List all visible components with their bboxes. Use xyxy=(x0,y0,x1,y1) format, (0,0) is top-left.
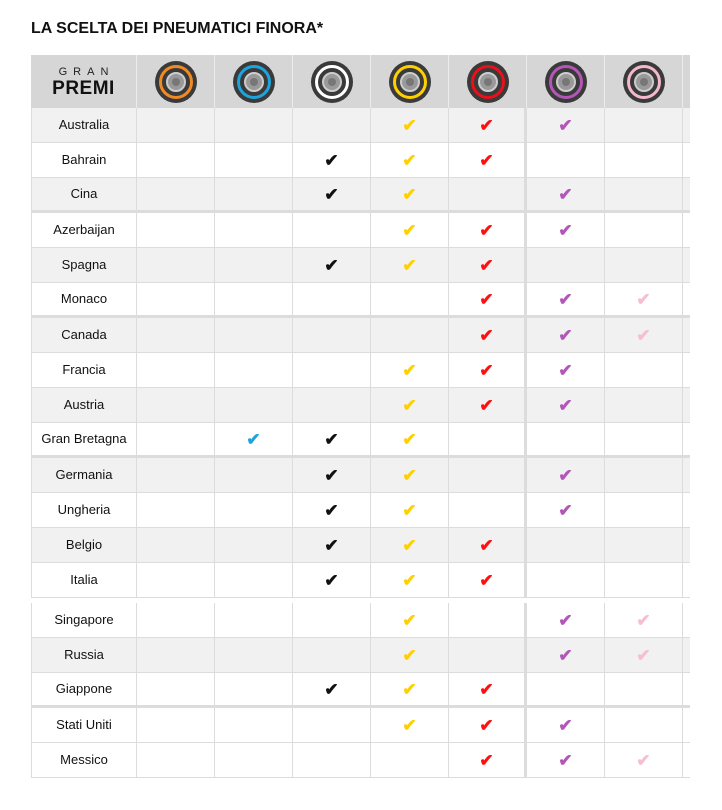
compound-cell xyxy=(527,108,605,142)
compound-cell xyxy=(527,708,605,742)
check-icon: ✔ xyxy=(558,610,573,630)
compound-cell xyxy=(371,528,449,562)
compound-cell xyxy=(215,563,293,597)
header-tyre-white xyxy=(293,55,371,108)
compound-cell xyxy=(605,493,683,527)
compound-cell xyxy=(527,353,605,387)
compound-cell xyxy=(605,458,683,492)
compound-cell xyxy=(527,283,605,315)
compound-cell xyxy=(371,493,449,527)
compound-cell xyxy=(215,743,293,777)
grand-prix-name: Gran Bretagna xyxy=(31,423,137,455)
compound-cell xyxy=(449,493,527,527)
table-row xyxy=(31,743,690,778)
tyre-icon xyxy=(467,61,509,103)
check-icon: ✔ xyxy=(479,570,494,590)
check-icon: ✔ xyxy=(636,750,651,770)
table-row xyxy=(31,673,690,708)
table-row xyxy=(31,108,690,143)
compound-cell xyxy=(215,108,293,142)
check-icon: ✔ xyxy=(479,750,494,770)
table-row xyxy=(31,143,690,178)
check-icon: ✔ xyxy=(558,750,573,770)
check-icon: ✔ xyxy=(558,500,573,520)
grand-prix-name: Messico xyxy=(31,743,137,777)
compound-cell xyxy=(449,108,527,142)
compound-cell xyxy=(215,493,293,527)
table-row xyxy=(31,283,690,318)
compound-cell xyxy=(137,743,215,777)
grand-prix-name: Spagna xyxy=(31,248,137,282)
compound-cell xyxy=(215,178,293,210)
compound-cell xyxy=(293,178,371,210)
compound-cell xyxy=(605,638,683,672)
compound-cell xyxy=(293,143,371,177)
check-icon: ✔ xyxy=(402,715,417,735)
compound-cell xyxy=(371,178,449,210)
check-icon: ✔ xyxy=(479,220,494,240)
compound-cell xyxy=(371,458,449,492)
grand-prix-name: Russia xyxy=(31,638,137,672)
compound-cell xyxy=(371,423,449,455)
compound-cell xyxy=(215,603,293,637)
compound-cell xyxy=(215,673,293,705)
check-icon: ✔ xyxy=(558,395,573,415)
check-icon: ✔ xyxy=(402,465,417,485)
tyre-icon xyxy=(233,61,275,103)
table-row xyxy=(31,638,690,673)
compound-cell xyxy=(293,213,371,247)
compound-cell xyxy=(371,213,449,247)
check-icon: ✔ xyxy=(636,289,651,309)
compound-cell xyxy=(527,248,605,282)
compound-cell xyxy=(527,318,605,352)
compound-cell xyxy=(449,708,527,742)
check-icon: ✔ xyxy=(479,535,494,555)
check-icon: ✔ xyxy=(402,150,417,170)
compound-cell xyxy=(293,743,371,777)
check-icon: ✔ xyxy=(402,360,417,380)
compound-cell xyxy=(371,108,449,142)
grand-prix-name: Monaco xyxy=(31,283,137,315)
compound-cell xyxy=(605,178,683,210)
tyre-icon xyxy=(623,61,665,103)
grand-prix-name: Giappone xyxy=(31,673,137,705)
table-row xyxy=(31,248,690,283)
compound-cell xyxy=(137,248,215,282)
grand-prix-name: Belgio xyxy=(31,528,137,562)
check-icon: ✔ xyxy=(558,220,573,240)
compound-cell xyxy=(293,353,371,387)
compound-cell xyxy=(605,563,683,597)
table-row xyxy=(31,388,690,423)
compound-cell xyxy=(137,563,215,597)
compound-cell xyxy=(605,213,683,247)
compound-cell xyxy=(293,458,371,492)
table-row xyxy=(31,493,690,528)
check-icon: ✔ xyxy=(402,500,417,520)
check-icon: ✔ xyxy=(636,645,651,665)
table-row xyxy=(31,458,690,493)
compound-cell xyxy=(527,603,605,637)
compound-cell xyxy=(449,353,527,387)
grand-prix-name: Ungheria xyxy=(31,493,137,527)
check-icon: ✔ xyxy=(479,360,494,380)
grand-prix-name: Bahrain xyxy=(31,143,137,177)
compound-cell xyxy=(215,708,293,742)
grand-prix-name: Italia xyxy=(31,563,137,597)
compound-cell xyxy=(371,143,449,177)
compound-cell xyxy=(605,708,683,742)
compound-cell xyxy=(293,423,371,455)
compound-cell xyxy=(371,673,449,705)
check-icon: ✔ xyxy=(324,465,339,485)
check-icon: ✔ xyxy=(324,570,339,590)
table-row xyxy=(31,602,690,638)
table-row xyxy=(31,178,690,213)
header-tyre-yellow xyxy=(371,55,449,108)
compound-cell xyxy=(449,283,527,315)
check-icon: ✔ xyxy=(558,184,573,204)
gran-premi-logo xyxy=(31,55,137,108)
compound-cell xyxy=(137,528,215,562)
tyre-icon xyxy=(311,61,353,103)
compound-cell xyxy=(527,743,605,777)
compound-cell xyxy=(527,563,605,597)
header-tyre-pink xyxy=(605,55,683,108)
compound-cell xyxy=(137,423,215,455)
check-icon: ✔ xyxy=(479,255,494,275)
check-icon: ✔ xyxy=(324,500,339,520)
compound-cell xyxy=(449,318,527,352)
compound-cell xyxy=(527,638,605,672)
compound-cell xyxy=(449,423,527,455)
compound-cell xyxy=(137,353,215,387)
compound-cell xyxy=(605,283,683,315)
compound-cell xyxy=(371,743,449,777)
check-icon: ✔ xyxy=(402,645,417,665)
compound-cell xyxy=(293,283,371,315)
compound-cell xyxy=(215,388,293,422)
compound-cell xyxy=(605,108,683,142)
compound-cell xyxy=(449,603,527,637)
premi-label: PREMI xyxy=(52,78,115,99)
check-icon: ✔ xyxy=(558,715,573,735)
table-row xyxy=(31,528,690,563)
check-icon: ✔ xyxy=(402,220,417,240)
check-icon: ✔ xyxy=(324,679,339,699)
compound-cell xyxy=(371,388,449,422)
check-icon: ✔ xyxy=(402,255,417,275)
compound-cell xyxy=(371,563,449,597)
table-row xyxy=(31,563,690,598)
compound-cell xyxy=(527,143,605,177)
compound-cell xyxy=(449,743,527,777)
compound-cell xyxy=(137,108,215,142)
grand-prix-name: Stati Uniti xyxy=(31,708,137,742)
check-icon: ✔ xyxy=(402,184,417,204)
compound-cell xyxy=(527,528,605,562)
compound-cell xyxy=(449,563,527,597)
check-icon: ✔ xyxy=(558,289,573,309)
compound-cell xyxy=(293,528,371,562)
tyre-choice-table xyxy=(31,55,690,778)
page-title: LA SCELTA DEI PNEUMATICI FINORA* xyxy=(31,20,324,37)
compound-cell xyxy=(293,318,371,352)
compound-cell xyxy=(293,493,371,527)
compound-cell xyxy=(371,353,449,387)
compound-cell xyxy=(605,603,683,637)
grand-prix-name: Francia xyxy=(31,353,137,387)
compound-cell xyxy=(137,178,215,210)
grand-prix-name: Australia xyxy=(31,108,137,142)
compound-cell xyxy=(605,528,683,562)
compound-cell xyxy=(215,638,293,672)
compound-cell xyxy=(449,638,527,672)
compound-cell xyxy=(215,248,293,282)
compound-cell xyxy=(449,388,527,422)
compound-cell xyxy=(293,603,371,637)
header-tyre-purple xyxy=(527,55,605,108)
compound-cell xyxy=(293,673,371,705)
compound-cell xyxy=(215,528,293,562)
check-icon: ✔ xyxy=(402,395,417,415)
grand-prix-name: Germania xyxy=(31,458,137,492)
check-icon: ✔ xyxy=(402,535,417,555)
grand-prix-name: Singapore xyxy=(31,603,137,637)
compound-cell xyxy=(371,638,449,672)
header-tyre-hard-orange xyxy=(137,55,215,108)
check-icon: ✔ xyxy=(479,115,494,135)
check-icon: ✔ xyxy=(246,429,261,449)
compound-cell xyxy=(293,563,371,597)
grand-prix-name: Austria xyxy=(31,388,137,422)
compound-cell xyxy=(371,603,449,637)
compound-cell xyxy=(605,353,683,387)
compound-cell xyxy=(371,318,449,352)
compound-cell xyxy=(137,458,215,492)
compound-cell xyxy=(137,318,215,352)
compound-cell xyxy=(605,388,683,422)
check-icon: ✔ xyxy=(479,679,494,699)
check-icon: ✔ xyxy=(558,465,573,485)
compound-cell xyxy=(137,388,215,422)
compound-cell xyxy=(215,318,293,352)
compound-cell xyxy=(527,178,605,210)
compound-cell xyxy=(293,388,371,422)
compound-cell xyxy=(137,493,215,527)
compound-cell xyxy=(215,353,293,387)
check-icon: ✔ xyxy=(324,184,339,204)
compound-cell xyxy=(137,143,215,177)
compound-cell xyxy=(137,638,215,672)
table-row xyxy=(31,318,690,353)
compound-cell xyxy=(527,423,605,455)
check-icon: ✔ xyxy=(324,535,339,555)
compound-cell xyxy=(605,423,683,455)
compound-cell xyxy=(293,708,371,742)
compound-cell xyxy=(527,673,605,705)
compound-cell xyxy=(527,493,605,527)
compound-cell xyxy=(605,673,683,705)
compound-cell xyxy=(293,108,371,142)
grand-prix-name: Cina xyxy=(31,178,137,210)
compound-cell xyxy=(605,743,683,777)
compound-cell xyxy=(215,213,293,247)
check-icon: ✔ xyxy=(402,570,417,590)
compound-cell xyxy=(449,213,527,247)
compound-cell xyxy=(137,708,215,742)
compound-cell xyxy=(605,248,683,282)
check-icon: ✔ xyxy=(558,645,573,665)
compound-cell xyxy=(137,283,215,315)
table-row xyxy=(31,353,690,388)
check-icon: ✔ xyxy=(479,395,494,415)
check-icon: ✔ xyxy=(479,325,494,345)
tyre-icon xyxy=(545,61,587,103)
check-icon: ✔ xyxy=(558,115,573,135)
grand-prix-name: Azerbaijan xyxy=(31,213,137,247)
compound-cell xyxy=(449,248,527,282)
check-icon: ✔ xyxy=(402,115,417,135)
check-icon: ✔ xyxy=(479,715,494,735)
check-icon: ✔ xyxy=(324,255,339,275)
check-icon: ✔ xyxy=(402,610,417,630)
tyre-icon xyxy=(155,61,197,103)
table-row xyxy=(31,213,690,248)
check-icon: ✔ xyxy=(402,429,417,449)
table-row xyxy=(31,708,690,743)
header-tyre-red xyxy=(449,55,527,108)
compound-cell xyxy=(605,318,683,352)
compound-cell xyxy=(137,603,215,637)
gran-label: GRAN xyxy=(58,66,115,78)
check-icon: ✔ xyxy=(324,429,339,449)
check-icon: ✔ xyxy=(324,150,339,170)
header-tyre-medium-blue xyxy=(215,55,293,108)
compound-cell xyxy=(371,283,449,315)
check-icon: ✔ xyxy=(636,610,651,630)
compound-cell xyxy=(449,178,527,210)
compound-cell xyxy=(137,213,215,247)
compound-cell xyxy=(527,388,605,422)
compound-cell xyxy=(215,423,293,455)
compound-cell xyxy=(293,638,371,672)
table-row xyxy=(31,423,690,458)
table-header xyxy=(31,55,690,108)
compound-cell xyxy=(137,673,215,705)
compound-cell xyxy=(449,528,527,562)
compound-cell xyxy=(215,458,293,492)
check-icon: ✔ xyxy=(402,679,417,699)
compound-cell xyxy=(215,143,293,177)
compound-cell xyxy=(527,458,605,492)
check-icon: ✔ xyxy=(558,325,573,345)
compound-cell xyxy=(449,458,527,492)
check-icon: ✔ xyxy=(479,289,494,309)
compound-cell xyxy=(449,143,527,177)
compound-cell xyxy=(449,673,527,705)
check-icon: ✔ xyxy=(479,150,494,170)
compound-cell xyxy=(605,143,683,177)
compound-cell xyxy=(527,213,605,247)
grand-prix-name: Canada xyxy=(31,318,137,352)
compound-cell xyxy=(371,248,449,282)
compound-cell xyxy=(215,283,293,315)
check-icon: ✔ xyxy=(636,325,651,345)
compound-cell xyxy=(371,708,449,742)
compound-cell xyxy=(293,248,371,282)
check-icon: ✔ xyxy=(558,360,573,380)
tyre-icon xyxy=(389,61,431,103)
